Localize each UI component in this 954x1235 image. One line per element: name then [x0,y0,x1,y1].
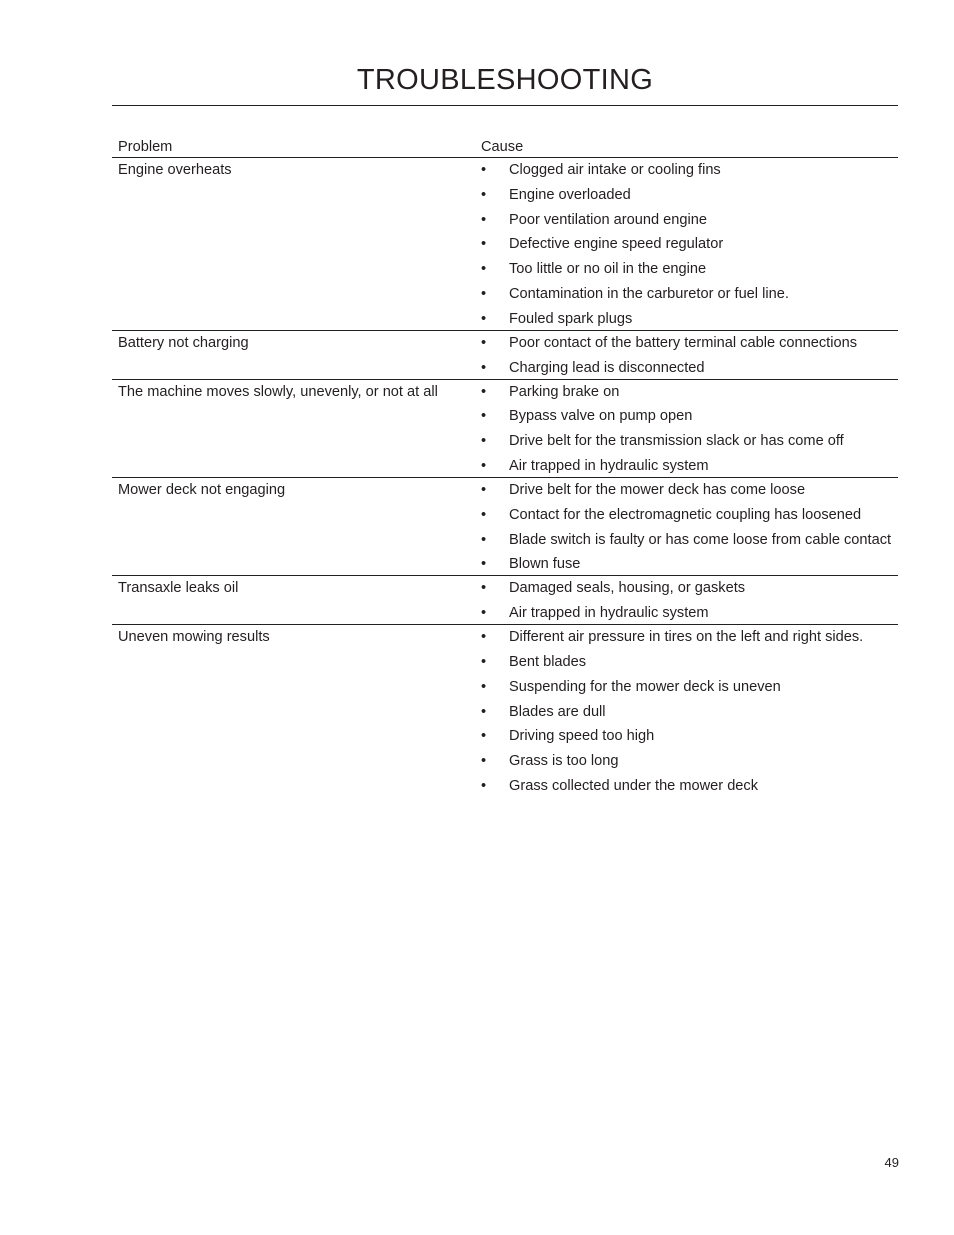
cause-item [481,407,892,426]
cause-list [481,383,892,476]
cause-text: Bent blades [509,653,587,670]
cause-list [481,579,892,623]
cause-text: Air trapped in hydraulic system [509,457,709,474]
problem-cell: Mower deck not engaging [112,477,475,575]
cause-text: Drive belt for the mower deck has come loose [509,481,806,498]
cause-item [481,383,892,402]
cause-item [481,260,892,279]
table-body [112,158,898,797]
cause-text: Poor ventilation around engine [509,211,707,228]
bullet-icon: • [481,408,487,425]
problem-cell: Uneven mowing results [112,625,475,797]
page-number: 49 [884,1155,899,1170]
bullet-icon: • [481,481,487,498]
cause-item [481,555,892,574]
cause-text: Charging lead is disconnected [509,359,705,376]
cause-text: Grass collected under the mower deck [509,777,759,794]
cause-text: Engine overloaded [509,186,631,203]
bullet-icon: • [481,162,487,178]
cause-text: Clogged air intake or cooling fins [509,162,721,178]
cause-item [481,579,892,598]
problem-column-header: Problem [112,136,475,158]
cause-item [481,604,892,623]
problem-cell: Battery not charging [112,330,475,379]
cause-cell [475,379,898,477]
bullet-icon: • [481,506,487,523]
cause-cell [475,158,898,331]
cause-item [481,727,892,746]
troubleshooting-table [112,136,898,797]
cause-text: Bypass valve on pump open [509,408,693,425]
cause-text: Air trapped in hydraulic system [509,605,709,622]
cause-item [481,457,892,476]
cause-cell [475,477,898,575]
bullet-icon: • [481,753,487,770]
cause-item [481,653,892,672]
bullet-icon: • [481,457,487,474]
cause-item [481,506,892,525]
bullet-icon: • [481,728,487,745]
bullet-icon: • [481,186,487,203]
bullet-icon: • [481,310,487,327]
bullet-icon: • [481,556,487,573]
cause-text: Poor contact of the battery terminal cable connections [509,334,858,351]
bullet-icon: • [481,285,487,302]
title-divider [112,105,898,106]
cause-cell [475,330,898,379]
cause-text: Too little or no oil in the engine [509,261,707,278]
table-row [112,625,898,797]
cause-item [481,752,892,771]
cause-cell [475,625,898,797]
cause-text: Contamination in the carburetor or fuel line. [509,285,789,302]
problem-cell: The machine moves slowly, unevenly, or not at all [112,379,475,477]
bullet-icon: • [481,236,487,253]
cause-list [481,628,892,796]
cause-text: Parking brake on [509,383,620,400]
cause-item [481,703,892,722]
table-row [112,477,898,575]
cause-text: Blade switch is faulty or has come loose from cable contact [509,531,892,548]
table-row [112,330,898,379]
table-row [112,379,898,477]
table-row [112,576,898,625]
cause-text: Driving speed too high [509,728,655,745]
bullet-icon: • [481,777,487,794]
cause-list [481,334,892,378]
cause-item [481,211,892,230]
cause-text: Damaged seals, housing, or gaskets [509,580,746,597]
cause-text: Suspending for the mower deck is uneven [509,678,781,695]
bullet-icon: • [481,653,487,670]
bullet-icon: • [481,359,487,376]
cause-item [481,334,892,353]
cause-text: Fouled spark plugs [509,310,633,327]
cause-text: Blown fuse [509,556,581,573]
bullet-icon: • [481,605,487,622]
problem-cell: Engine overheats [118,162,232,178]
problem-cell: Transaxle leaks oil [112,576,475,625]
cause-item [481,628,892,647]
bullet-icon: • [481,334,487,351]
cause-item [481,186,892,205]
bullet-icon: • [481,629,487,646]
cause-text: Different air pressure in tires on the left and right sides. [509,629,864,646]
cause-list [481,161,892,329]
cause-item [481,678,892,697]
cause-item [481,161,892,180]
cause-item [481,310,892,329]
cause-text: Drive belt for the transmission slack or has come off [509,433,844,450]
table-header-row [112,136,898,158]
cause-text: Grass is too long [509,753,619,770]
cause-text: Defective engine speed regulator [509,236,724,253]
cause-column-header: Cause [475,136,898,158]
cause-item [481,531,892,550]
bullet-icon: • [481,433,487,450]
cause-cell [475,576,898,625]
cause-text: Contact for the electromagnetic coupling has loosened [509,506,862,523]
table-row [112,158,898,331]
cause-item [481,359,892,378]
cause-item [481,432,892,451]
page-title: TROUBLESHOOTING [356,64,654,96]
cause-list [481,481,892,574]
cause-item [481,235,892,254]
bullet-icon: • [481,678,487,695]
bullet-icon: • [481,703,487,720]
bullet-icon: • [481,383,487,400]
cause-item [481,481,892,500]
bullet-icon: • [481,261,487,278]
cause-item [481,777,892,796]
cause-item [481,285,892,304]
cause-text: Blades are dull [509,703,606,720]
bullet-icon: • [481,531,487,548]
bullet-icon: • [481,580,487,597]
bullet-icon: • [481,211,487,228]
